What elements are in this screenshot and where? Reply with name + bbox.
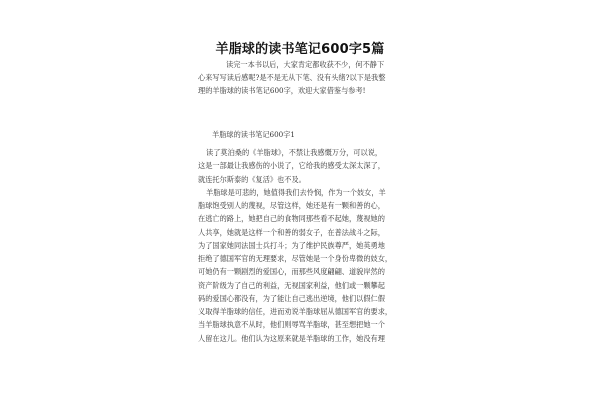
body-line: 人留在这儿。他们认为这原来就是羊脂球的工作，她没有理: [198, 333, 385, 343]
body-line: 义取得羊脂球的信任，进而劝说羊脂球屈从德国军官的要求，: [198, 307, 393, 316]
body-line: 为了国家她同法国士兵打斗；为了维护民族尊严，她英勇地: [198, 240, 385, 250]
body-line: 当羊脂球执意不从时，他们则辱骂羊脂球，甚至想把她一个: [198, 320, 385, 330]
intro-line: 读完一本书以后，大家肯定都收获不少，何不静下: [226, 60, 385, 69]
section-heading: 羊脂球的读书笔记600字1: [212, 130, 295, 139]
document-title: 羊脂球的读书笔记600字5篇: [215, 42, 385, 57]
body-line: 这是一部最让我感伤的小说了，它给我的感受太深太深了，: [198, 161, 385, 171]
body-line: 脂球饱受别人的蔑视，尽管这样，她还是有一颗和善的心，: [198, 201, 385, 210]
body-line: 人共享，她就是这样一个和善的弱女子，在普法战斗之际，: [198, 227, 385, 237]
body-line: 羊脂球是可悲的，她值得我们去怜悯，作为一个妓女，羊: [206, 187, 386, 197]
body-line: 在逃亡的路上，她把自己的食物同那些看不起她，蔑视她的: [198, 214, 385, 224]
body-line: 就连托尔斯泰的《复活》也不及。: [198, 174, 306, 184]
intro-paragraph: [198, 58, 408, 98]
intro-line: 心来写写读后感呢?是不是无从下笔、没有头绪?以下是我整: [198, 73, 386, 83]
body-paragraphs: [198, 146, 408, 345]
body-line: 码的爱国心都没有，为了能让自己逃出逆境，他们以假仁假: [198, 293, 385, 303]
intro-line: 理的羊脂球的读书笔记600字，欢迎大家借鉴与参考!: [198, 86, 366, 96]
body-line: 拒绝了德国军官的无理要求，尽管她是一个身份卑微的妓女，: [198, 254, 393, 263]
body-line: 资产阶级为了自己的利益，无视国家利益，他们或一颗攀起: [198, 280, 385, 290]
body-line: 可她仍有一颗剧烈的爱国心，而那些风度翩翩、道貌岸然的: [198, 267, 385, 277]
body-line: 读了莫泊桑的《羊脂球》，不禁让我感慨万分，可以说，: [206, 148, 383, 157]
